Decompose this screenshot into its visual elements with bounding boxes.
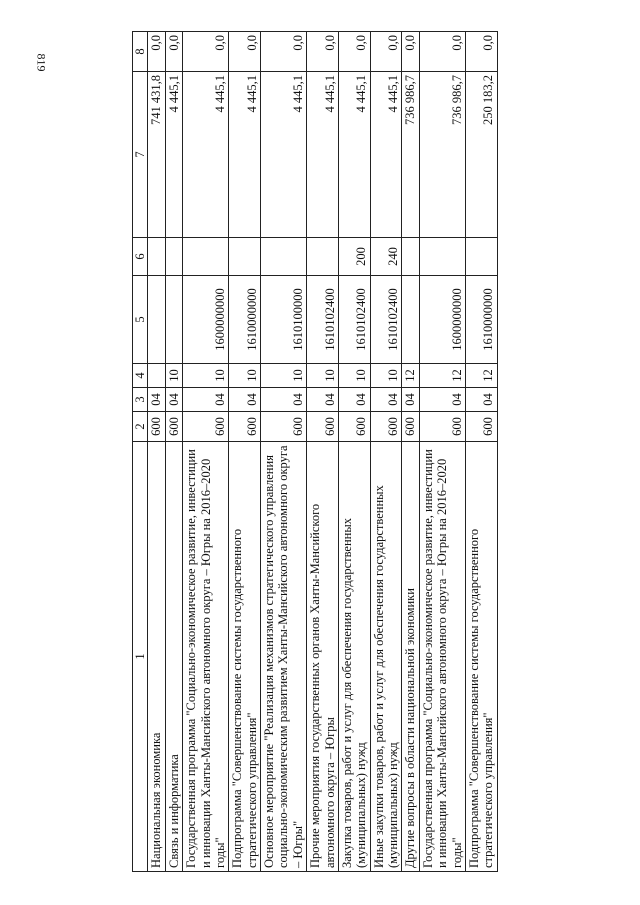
cell-amount: 736 986,7: [402, 72, 419, 238]
table-row: [338, 32, 370, 872]
cell-target-article: [402, 276, 419, 364]
cell-amount-2: 0,0: [338, 32, 370, 72]
cell-subsection: 10: [229, 364, 261, 388]
cell-amount: 4 445,1: [370, 72, 402, 238]
cell-amount-2: 0,0: [419, 32, 465, 72]
cell-expense-type: [229, 238, 261, 276]
cell-expense-type: [465, 238, 497, 276]
header-cell: 3: [133, 388, 148, 412]
cell-amount: 736 986,7: [419, 72, 465, 238]
cell-section: 04: [402, 388, 419, 412]
header-cell: 6: [133, 238, 148, 276]
cell-target-article: 1610100000: [261, 276, 307, 364]
header-cell: 8: [133, 32, 148, 72]
cell-section: 04: [307, 388, 339, 412]
cell-target-article: 1600000000: [183, 276, 229, 364]
cell-target-article: 1610102400: [370, 276, 402, 364]
cell-expense-type: [419, 238, 465, 276]
cell-section: 04: [338, 388, 370, 412]
cell-subsection: [148, 364, 165, 388]
header-row: [133, 32, 148, 872]
cell-section: 04: [465, 388, 497, 412]
cell-subsection: 10: [370, 364, 402, 388]
cell-amount: 4 445,1: [183, 72, 229, 238]
header-cell: 7: [133, 72, 148, 238]
cell-subsection: 12: [402, 364, 419, 388]
cell-chapter: 600: [183, 412, 229, 442]
cell-chapter: 600: [261, 412, 307, 442]
row-name: Государственная программа "Социально-экономическое развитие, инвестиции и инновации Ханты-Мансийского автономного округа – Югры на 2016–2020 годы": [419, 442, 465, 872]
row-name: Закупка товаров, работ и услуг для обеспечения государственных (муниципальных) нужд: [338, 442, 370, 872]
cell-subsection: 10: [338, 364, 370, 388]
table-row: [148, 32, 165, 872]
cell-chapter: 600: [338, 412, 370, 442]
cell-subsection: 10: [307, 364, 339, 388]
cell-expense-type: [402, 238, 419, 276]
cell-amount: 4 445,1: [229, 72, 261, 238]
table-row: [183, 32, 229, 872]
cell-subsection: 10: [261, 364, 307, 388]
cell-amount-2: 0,0: [402, 32, 419, 72]
row-name: Основное мероприятие "Реализация механизмов стратегического управления социально-экономическим развитием Ханты-Мансийского автономного округа – Югры": [261, 442, 307, 872]
cell-expense-type: 200: [338, 238, 370, 276]
cell-section: 04: [165, 388, 182, 412]
table-row: [307, 32, 339, 872]
header-cell: 4: [133, 364, 148, 388]
header-cell: 2: [133, 412, 148, 442]
cell-target-article: 1610102400: [338, 276, 370, 364]
row-name: Иные закупки товаров, работ и услуг для обеспечения государственных (муниципальных) нужд: [370, 442, 402, 872]
cell-amount-2: 0,0: [165, 32, 182, 72]
budget-table: [132, 31, 498, 872]
row-name: Связь и информатика: [165, 442, 182, 872]
row-name: Другие вопросы в области национальной экономики: [402, 442, 419, 872]
table-row: [465, 32, 497, 872]
cell-section: 04: [370, 388, 402, 412]
cell-chapter: 600: [465, 412, 497, 442]
cell-subsection: 12: [419, 364, 465, 388]
row-name: Подпрограмма "Совершенствование системы государственного стратегического управления": [229, 442, 261, 872]
cell-chapter: 600: [307, 412, 339, 442]
cell-amount-2: 0,0: [148, 32, 165, 72]
cell-amount: 250 183,2: [465, 72, 497, 238]
cell-section: 04: [148, 388, 165, 412]
cell-chapter: 600: [419, 412, 465, 442]
row-name: Подпрограмма "Совершенствование системы государственного стратегического управления": [465, 442, 497, 872]
cell-amount: 741 431,8: [148, 72, 165, 238]
cell-section: 04: [261, 388, 307, 412]
cell-target-article: [148, 276, 165, 364]
page-number: 819: [34, 53, 49, 72]
cell-chapter: 600: [370, 412, 402, 442]
cell-chapter: 600: [165, 412, 182, 442]
cell-expense-type: [165, 238, 182, 276]
cell-section: 04: [229, 388, 261, 412]
header-cell: 5: [133, 276, 148, 364]
table-row: [419, 32, 465, 872]
table-row: [370, 32, 402, 872]
cell-target-article: 1610000000: [465, 276, 497, 364]
cell-expense-type: [183, 238, 229, 276]
cell-expense-type: 240: [370, 238, 402, 276]
cell-amount-2: 0,0: [261, 32, 307, 72]
table-row: [261, 32, 307, 872]
cell-subsection: 10: [165, 364, 182, 388]
cell-amount-2: 0,0: [229, 32, 261, 72]
cell-amount-2: 0,0: [183, 32, 229, 72]
cell-amount: 4 445,1: [261, 72, 307, 238]
row-name: Национальная экономика: [148, 442, 165, 872]
table-row: [229, 32, 261, 872]
header-cell: 1: [133, 442, 148, 872]
cell-amount-2: 0,0: [465, 32, 497, 72]
row-name: Прочие мероприятия государственных органов Ханты-Мансийского автономного округа – Югры: [307, 442, 339, 872]
table-row: [165, 32, 182, 872]
cell-section: 04: [419, 388, 465, 412]
cell-amount: 4 445,1: [338, 72, 370, 238]
cell-subsection: 10: [183, 364, 229, 388]
cell-target-article: 1610000000: [229, 276, 261, 364]
cell-target-article: 1610102400: [307, 276, 339, 364]
table-row: [402, 32, 419, 872]
cell-chapter: 600: [402, 412, 419, 442]
cell-target-article: 1600000000: [419, 276, 465, 364]
cell-amount-2: 0,0: [370, 32, 402, 72]
row-name: Государственная программа "Социально-экономическое развитие, инвестиции и инновации Ханты-Мансийского автономного округа – Югры на 2016–2020 годы": [183, 442, 229, 872]
rotated-table-wrapper: [132, 32, 498, 872]
cell-section: 04: [183, 388, 229, 412]
cell-expense-type: [261, 238, 307, 276]
cell-expense-type: [148, 238, 165, 276]
cell-chapter: 600: [148, 412, 165, 442]
cell-amount: 4 445,1: [307, 72, 339, 238]
cell-amount-2: 0,0: [307, 32, 339, 72]
cell-amount: 4 445,1: [165, 72, 182, 238]
cell-chapter: 600: [229, 412, 261, 442]
cell-target-article: [165, 276, 182, 364]
cell-subsection: 12: [465, 364, 497, 388]
cell-expense-type: [307, 238, 339, 276]
